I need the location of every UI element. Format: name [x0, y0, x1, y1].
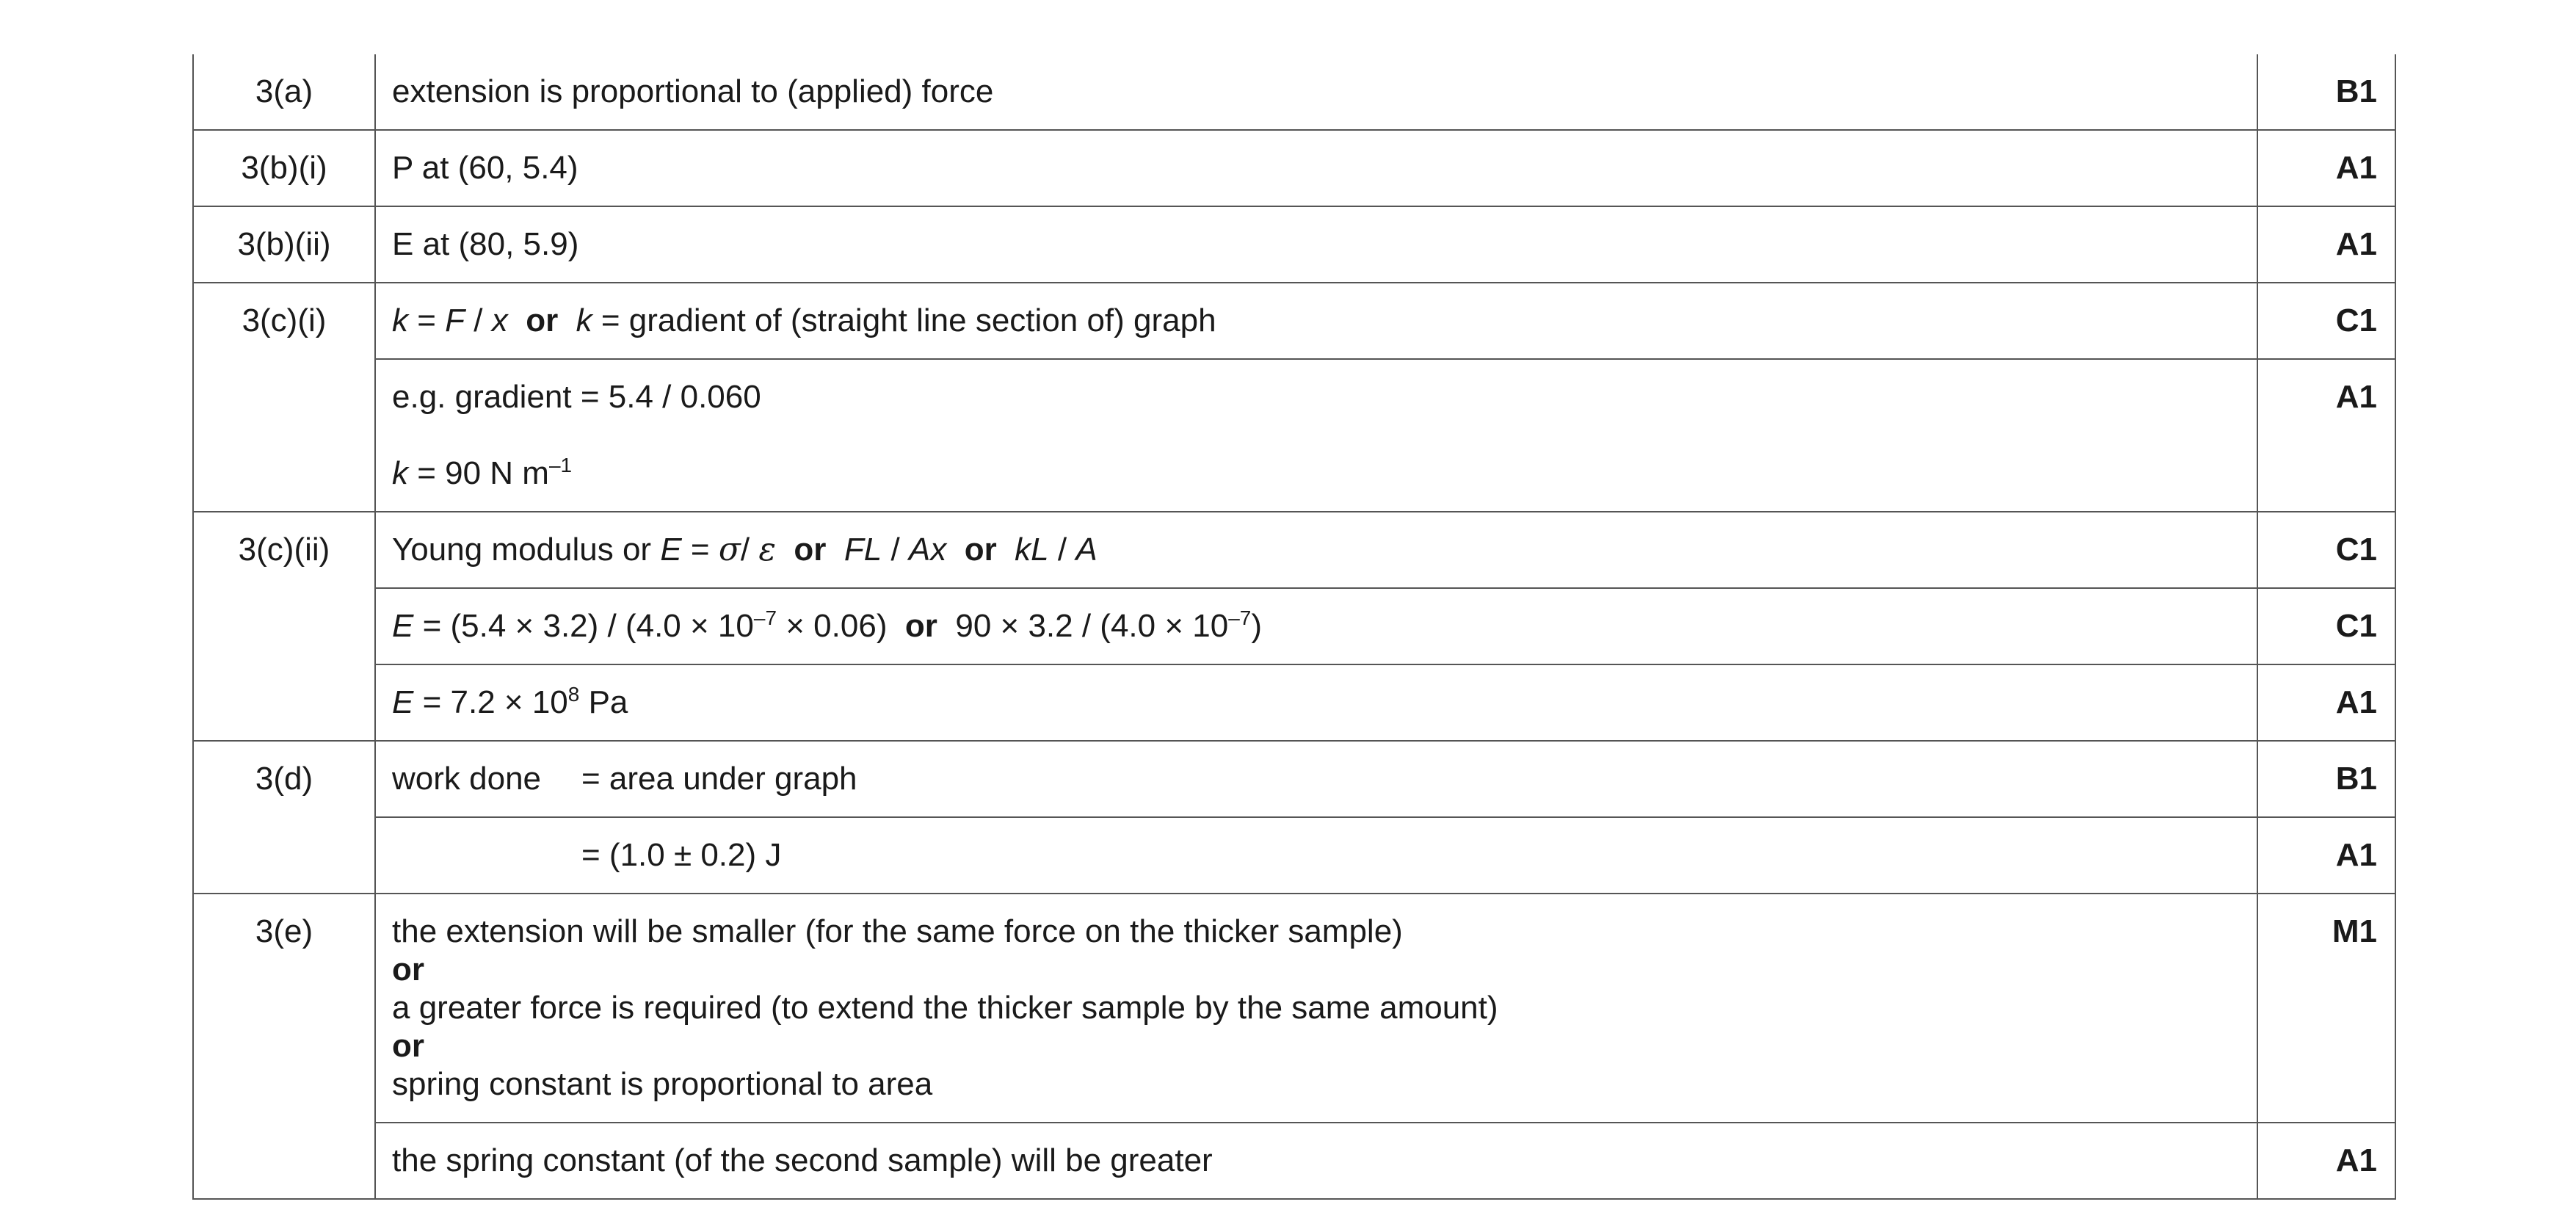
mark-code: A1	[2257, 206, 2395, 283]
mark-code: B1	[2257, 741, 2395, 817]
symbol-E: E	[392, 608, 414, 644]
text: = area under graph	[581, 761, 857, 797]
question-number: 3(e)	[193, 894, 375, 1199]
symbol-k: k	[392, 455, 408, 491]
label-text: work done	[392, 761, 542, 797]
mark-code: C1	[2257, 588, 2395, 664]
text: = 90 N m	[408, 455, 549, 491]
text: 90 × 3.2 / (4.0 × 10	[955, 608, 1229, 644]
exponent: 8	[567, 683, 580, 706]
question-number: 3(c)(ii)	[193, 512, 375, 741]
answer-text	[375, 283, 2257, 359]
text: = 7.2 × 10	[413, 684, 568, 720]
table-row	[193, 894, 2395, 1123]
mark-code: A1	[2257, 664, 2395, 741]
exponent: –7	[1228, 606, 1252, 629]
symbol-E: E	[392, 684, 414, 720]
question-number: 3(d)	[193, 741, 375, 894]
question-number: 3(b)(i)	[193, 130, 375, 206]
answer-text: P at (60, 5.4)	[375, 130, 2257, 206]
or-word: or	[904, 608, 937, 644]
table-row	[193, 588, 2395, 664]
mark-code: A1	[2257, 359, 2395, 512]
text-line: spring constant is proportional to area	[392, 1066, 933, 1102]
table-row	[193, 359, 2395, 512]
text: /	[740, 532, 759, 568]
symbol-sigma: σ	[718, 531, 741, 568]
mark-code: M1	[2257, 894, 2395, 1123]
text: = (1.0 ± 0.2) J	[581, 837, 782, 873]
or-word: or	[392, 952, 424, 988]
symbol-epsilon: ε	[758, 531, 776, 568]
answer-text	[375, 588, 2257, 664]
text: = (5.4 × 3.2) / (4.0 × 10	[413, 608, 754, 644]
table-row	[193, 283, 2395, 359]
or-word: or	[526, 302, 559, 338]
mark-scheme-table	[192, 54, 2396, 1200]
table-row	[193, 817, 2395, 894]
text: /	[882, 532, 909, 568]
symbol-E: E	[660, 532, 682, 568]
table-row	[193, 1123, 2395, 1199]
symbol-F: F	[445, 302, 465, 338]
table-row	[193, 512, 2395, 588]
text: Young modulus or	[392, 532, 661, 568]
text: )	[1251, 608, 1263, 644]
answer-text	[375, 741, 2257, 817]
question-number: 3(a)	[193, 54, 375, 130]
or-word: or	[392, 1028, 424, 1064]
text: /	[465, 302, 492, 338]
table-row	[193, 741, 2395, 817]
mark-code: A1	[2257, 817, 2395, 894]
table-row	[193, 664, 2395, 741]
answer-text	[375, 512, 2257, 588]
symbol-Ax: Ax	[908, 532, 947, 568]
mark-code: C1	[2257, 512, 2395, 588]
mark-code: C1	[2257, 283, 2395, 359]
text: /	[1048, 532, 1076, 568]
question-number: 3(b)(ii)	[193, 206, 375, 283]
text-line: the extension will be smaller (for the same force on the thicker sample)	[392, 913, 1403, 949]
symbol-k: k	[392, 302, 408, 338]
question-number: 3(c)(i)	[193, 283, 375, 512]
symbol-x: x	[491, 302, 508, 338]
text-line	[392, 454, 2242, 493]
mark-code: A1	[2257, 1123, 2395, 1199]
mark-code: A1	[2257, 130, 2395, 206]
text: =	[681, 532, 719, 568]
text-line: a greater force is required (to extend the thicker sample by the same amount)	[392, 990, 1498, 1026]
answer-text	[375, 359, 2257, 512]
table-row	[193, 206, 2395, 283]
symbol-FL: FL	[843, 532, 882, 568]
symbol-kL: kL	[1015, 532, 1049, 568]
text-line: e.g. gradient = 5.4 / 0.060	[392, 379, 761, 415]
answer-text: E at (80, 5.9)	[375, 206, 2257, 283]
symbol-k: k	[576, 302, 592, 338]
answer-text: the spring constant (of the second sample) will be greater	[375, 1123, 2257, 1199]
table-row	[193, 54, 2395, 130]
text: =	[408, 302, 446, 338]
answer-text: extension is proportional to (applied) force	[375, 54, 2257, 130]
exponent: –7	[753, 606, 777, 629]
exponent: –1	[548, 454, 573, 477]
text: Pa	[579, 684, 628, 720]
answer-text	[375, 894, 2257, 1123]
or-word: or	[794, 532, 827, 568]
mark-code: B1	[2257, 54, 2395, 130]
table-row	[193, 130, 2395, 206]
symbol-A: A	[1075, 532, 1097, 568]
answer-text	[375, 664, 2257, 741]
answer-text	[375, 817, 2257, 894]
text: = gradient of (straight line section of) graph	[592, 302, 1216, 338]
or-word: or	[964, 532, 997, 568]
text: × 0.06)	[777, 608, 888, 644]
